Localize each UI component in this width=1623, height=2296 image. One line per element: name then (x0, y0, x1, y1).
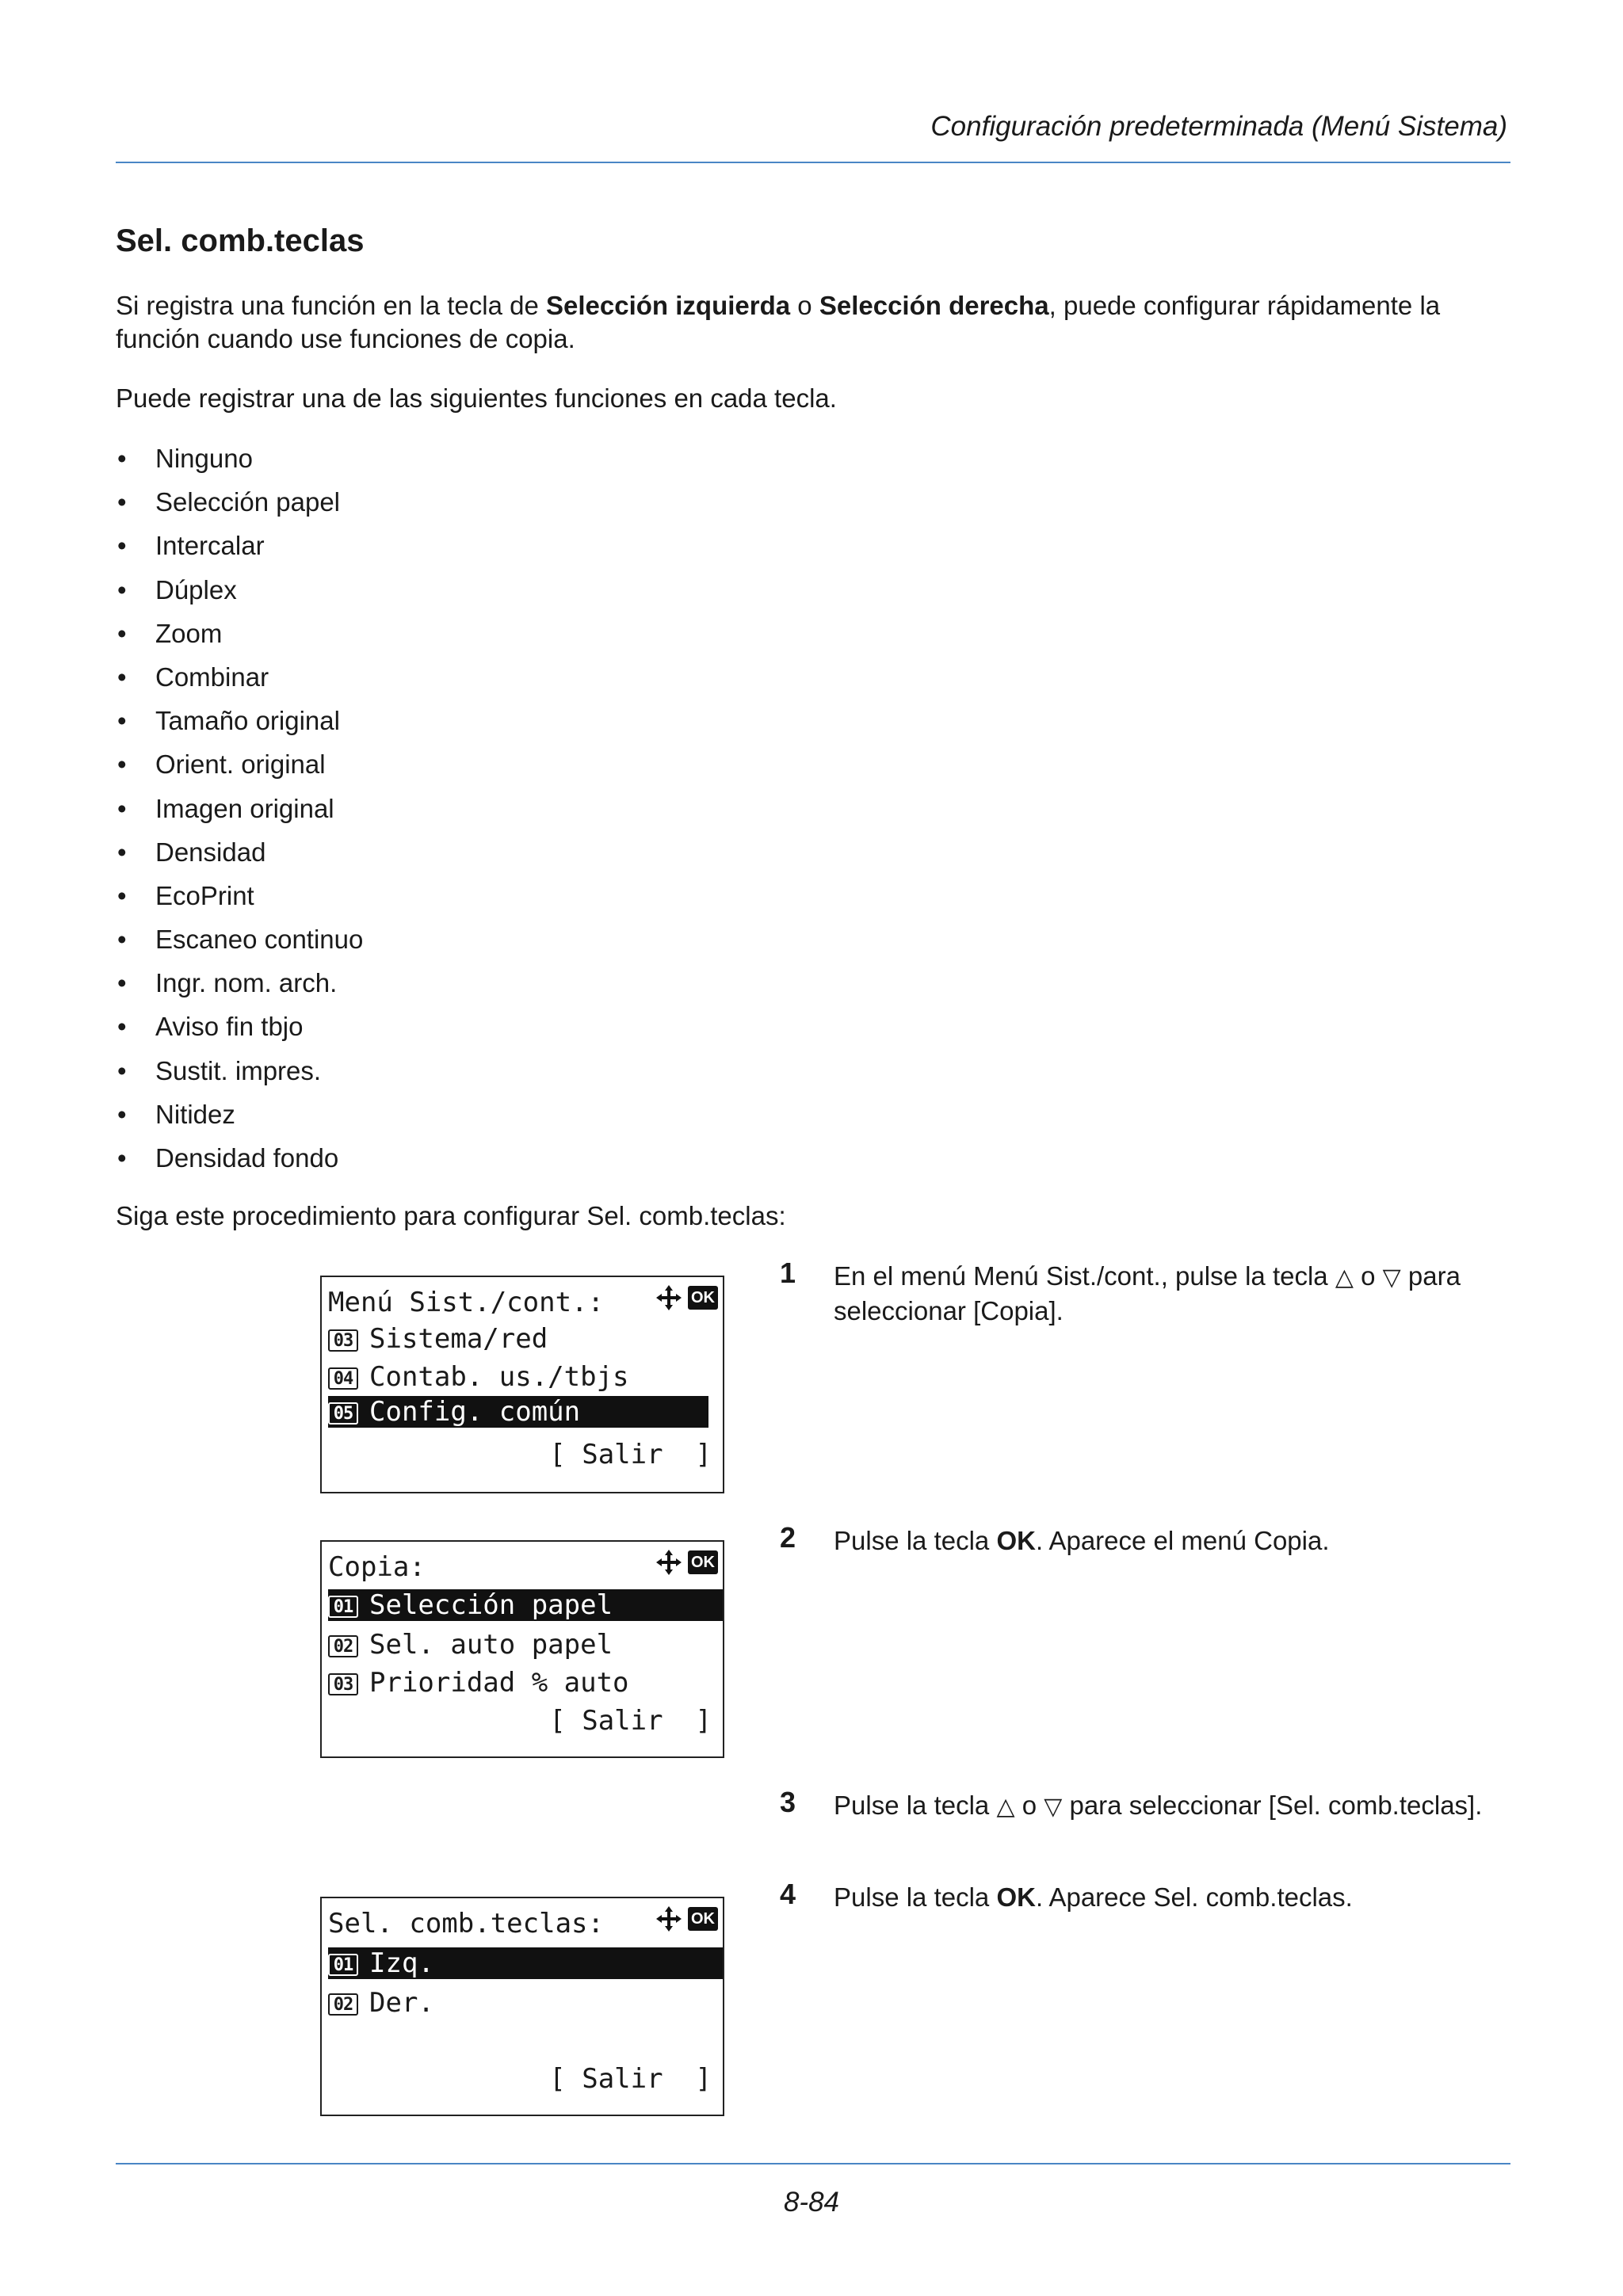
lcd-nav-icons (655, 1283, 718, 1312)
function-list-item (116, 1009, 363, 1053)
bullet-icon: • (117, 925, 127, 955)
bullet-icon: • (117, 793, 127, 823)
footer-rule (116, 2163, 1510, 2164)
step-number: 1 (780, 1257, 796, 1289)
row-number-badge: 03 (328, 1673, 358, 1695)
function-list-item (116, 747, 363, 791)
step-number: 2 (780, 1521, 796, 1554)
bullet-icon: • (117, 1099, 127, 1129)
four-way-arrow-icon (655, 1905, 683, 1933)
function-list-item (116, 966, 363, 1009)
up-triangle-icon: △ (1335, 1264, 1354, 1291)
function-list-item (116, 879, 363, 922)
function-list-item (116, 485, 363, 528)
function-label: Densidad fondo (155, 1143, 339, 1173)
up-triangle-icon: △ (996, 1793, 1015, 1821)
down-triangle-icon: ▽ (1382, 1264, 1401, 1291)
row-label: Sel. auto papel (369, 1629, 613, 1661)
row-number-badge: 02 (328, 1635, 358, 1657)
function-list-item (116, 660, 363, 704)
step-text: Pulse la tecla OK. Aparece el menú Copia. (834, 1526, 1330, 1555)
bullet-icon: • (117, 749, 127, 780)
lcd-row-selected (328, 1589, 723, 1621)
lcd-title: Sel. comb.teclas: (328, 1908, 604, 1939)
bullet-icon: • (117, 968, 127, 998)
lcd-title: Menú Sist./cont.: (328, 1287, 604, 1318)
function-list-item (116, 441, 363, 485)
lcd-screen-copy-menu (320, 1540, 724, 1758)
function-list-item (116, 1097, 363, 1141)
function-label: Aviso fin tbjo (155, 1012, 304, 1042)
bullet-icon: • (117, 531, 127, 561)
intro-paragraph-2: Puede registrar una de las siguientes funciones en cada tecla. (116, 383, 837, 413)
four-way-arrow-icon (655, 1548, 683, 1577)
function-label: Sustit. impres. (155, 1055, 322, 1085)
function-label: Densidad (155, 837, 266, 867)
lcd-row-selected (328, 1396, 708, 1428)
function-label: Dúplex (155, 574, 237, 605)
lcd-screen-system-menu (320, 1276, 724, 1493)
function-list-item (116, 835, 363, 879)
function-list-item (116, 922, 363, 966)
bullet-icon: • (117, 662, 127, 692)
row-label: Contab. us./tbjs (369, 1361, 629, 1393)
page-header: Configuración predeterminada (Menú Sistema) (930, 111, 1507, 142)
lcd-nav-icons (655, 1905, 718, 1933)
function-list-item (116, 528, 363, 572)
bullet-icon: • (117, 706, 127, 736)
function-label: Intercalar (155, 531, 265, 561)
procedure-intro: Siga este procedimiento para configurar Sel. comb.teclas: (116, 1201, 786, 1230)
bullet-icon: • (117, 444, 127, 473)
function-label: Nitidez (155, 1099, 235, 1129)
lcd-row-selected (328, 1947, 723, 1979)
function-list-item (116, 791, 363, 835)
function-label: Orient. original (155, 749, 326, 780)
function-list-item (116, 616, 363, 660)
function-list-item (116, 1054, 363, 1097)
function-label: Tamaño original (155, 706, 340, 736)
lcd-row (328, 1987, 723, 2019)
lcd-row (328, 1629, 723, 1661)
ok-icon: OK (688, 1286, 718, 1310)
bullet-icon: • (117, 880, 127, 910)
lcd-exit: [ Salir ] (549, 1439, 712, 1470)
row-label: Prioridad % auto (369, 1667, 629, 1699)
lcd-screen-key-combo (320, 1897, 724, 2116)
function-label: Zoom (155, 618, 223, 648)
lcd-exit: [ Salir ] (549, 1705, 712, 1737)
lcd-title: Copia: (328, 1551, 426, 1583)
row-number-badge: 03 (328, 1329, 358, 1352)
bullet-icon: • (117, 1012, 127, 1042)
function-label: Imagen original (155, 793, 334, 823)
section-title: Sel. comb.teclas (116, 223, 365, 258)
function-label: Combinar (155, 662, 269, 692)
row-label: Config. común (369, 1396, 581, 1428)
row-label: Sistema/red (369, 1323, 548, 1355)
step-text: Pulse la tecla △ o ▽ para seleccionar [Sel. comb.teclas]. (834, 1791, 1483, 1821)
four-way-arrow-icon (655, 1283, 683, 1312)
row-number-badge: 01 (328, 1596, 358, 1618)
step-number: 4 (780, 1878, 796, 1910)
function-label: Ninguno (155, 444, 253, 473)
function-list (116, 441, 363, 1184)
bullet-icon: • (117, 487, 127, 517)
bullet-icon: • (117, 1143, 127, 1173)
function-list-item (116, 1141, 363, 1184)
lcd-row (328, 1361, 723, 1393)
row-label: Selección papel (369, 1589, 613, 1621)
ok-icon: OK (688, 1907, 718, 1931)
step-text: Pulse la tecla OK. Aparece Sel. comb.teclas. (834, 1882, 1353, 1912)
step-number: 3 (780, 1786, 796, 1818)
row-label: Izq. (369, 1947, 434, 1979)
lcd-row (328, 1323, 723, 1355)
function-label: Escaneo continuo (155, 925, 364, 955)
down-triangle-icon: ▽ (1044, 1793, 1063, 1821)
lcd-exit: [ Salir ] (549, 2063, 712, 2095)
bullet-icon: • (117, 837, 127, 867)
header-rule (116, 162, 1510, 163)
page-number: 8-84 (783, 2187, 840, 2218)
lcd-row (328, 1667, 723, 1699)
row-number-badge: 05 (328, 1402, 358, 1425)
function-label: Ingr. nom. arch. (155, 968, 338, 998)
ok-icon: OK (688, 1550, 718, 1574)
row-label: Der. (369, 1987, 434, 2019)
function-list-item (116, 704, 363, 747)
row-number-badge: 04 (328, 1367, 358, 1390)
bullet-icon: • (117, 618, 127, 648)
step-text: En el menú Menú Sist./cont., pulse la tecla △ o ▽ para seleccionar [Copia]. (834, 1261, 1461, 1325)
bullet-icon: • (117, 1055, 127, 1085)
function-label: EcoPrint (155, 880, 254, 910)
row-number-badge: 02 (328, 1993, 358, 2016)
lcd-nav-icons (655, 1548, 718, 1577)
bullet-icon: • (117, 574, 127, 605)
intro-paragraph: Si registra una función en la tecla de Selección izquierda o Selección derecha, puede configurar rápidamente la función cuando use funciones de copia. (116, 291, 1441, 353)
function-list-item (116, 573, 363, 616)
function-label: Selección papel (155, 487, 340, 517)
row-number-badge: 01 (328, 1954, 358, 1976)
